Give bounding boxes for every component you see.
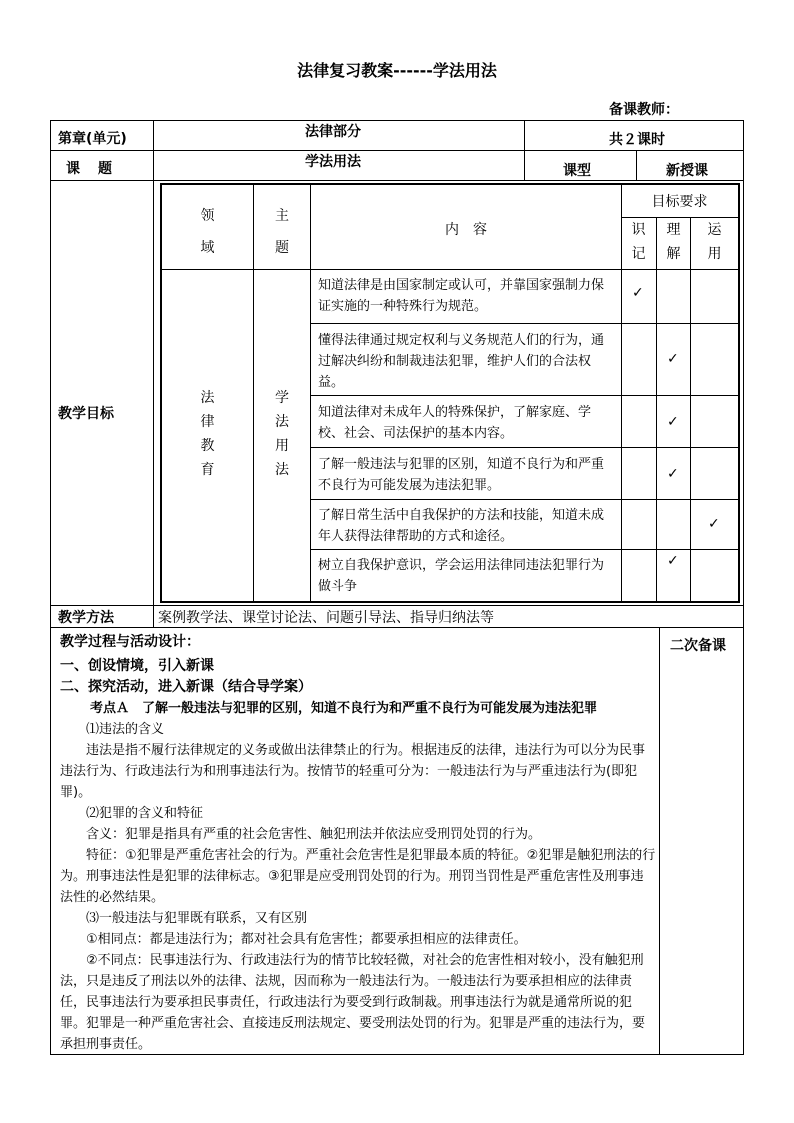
- process-content: [60, 632, 656, 1055]
- method-value: 案例教学法、课堂讨论法、问题引导法、指导归纳法等: [158, 610, 494, 626]
- goal-apply-header: 运 用: [707, 222, 722, 262]
- check-mark-row-1: ✓: [632, 285, 644, 301]
- col-theme-header: 主 题: [275, 208, 289, 256]
- teacher-label: 备课教师：: [609, 102, 679, 118]
- step-1: 一、创设情境，引入新课: [60, 658, 214, 674]
- point-a: 考点Ａ 了解一般违法与犯罪的区别，知道不良行为和严重不良行为可能发展为违法犯罪: [90, 701, 598, 716]
- objective-row-6: 树立自我保护意识，学会运用法律同违法犯罪行为做斗争: [318, 558, 605, 594]
- objective-row-2: 懂得法律通过规定权利与义务规范人们的行为，通过解决纠纷和制裁违法犯罪，维护人们的合法权益。: [318, 333, 605, 390]
- check-mark-row-3: ✓: [667, 414, 679, 430]
- col-content-header: 内 容: [445, 222, 487, 238]
- total-hours: 共２课时: [609, 132, 665, 148]
- section-3-same: ①相同点：都是违法行为；都对社会具有危害性；都要承担相应的法律责任。: [86, 932, 527, 947]
- topic-label: 课 题: [66, 161, 114, 177]
- objective-row-5: 了解日常生活中自我保护的方法和技能，知道未成年人获得法律帮助的方式和途径。: [318, 508, 605, 544]
- check-mark-row-6: ✓: [667, 553, 679, 569]
- document-title: 法律复习教案------学法用法: [297, 61, 497, 80]
- chapter-value: 法律部分: [305, 124, 361, 140]
- second-prep-label: 二次备课: [670, 638, 726, 654]
- section-2-meaning: 含义：犯罪是指具有严重的社会危害性、触犯刑法并依法应受刑罚处罚的行为。: [86, 827, 542, 842]
- type-label: 课型: [563, 163, 591, 179]
- goal-understand-header: 理 解: [666, 222, 681, 262]
- check-mark-row-5: ✓: [708, 516, 720, 532]
- objectives-label: 教学目标: [58, 406, 114, 422]
- section-1-title: ⑴违法的含义: [86, 722, 165, 737]
- domain-value: 法 律 教 育: [200, 390, 215, 478]
- objective-row-1: 知道法律是由国家制定或认可，并靠国家强制力保证实施的一种特殊行为规范。: [318, 278, 605, 314]
- theme-value: 学 法 用 法: [275, 390, 289, 478]
- section-2-title: ⑵犯罪的含义和特征: [86, 806, 204, 821]
- goal-memorize-header: 识 记: [631, 222, 646, 262]
- process-label: 教学过程与活动设计：: [60, 634, 200, 650]
- type-value: 新授课: [666, 163, 708, 179]
- topic-value: 学法用法: [305, 154, 361, 170]
- check-mark-row-4: ✓: [667, 466, 679, 482]
- section-1-text: 违法是指不履行法律规定的义务或做出法律禁止的行为。根据违反的法律，违法行为可以分为民事违法行为、行政违法行为和刑事违法行为。按情节的轻重可分为：一般违法行为与严重违法行为(即犯罪)。: [60, 743, 646, 800]
- section-3-diff: ②不同点：民事违法行为、行政违法行为的情节比较轻微，对社会的危害性相对较小，没有触犯刑法，只是违反了刑法以外的法律、法规，因而称为一般违法行为。一般违法行为要承担相应的法律责任，民事违法行为要承担民事责任，行政违法行为要受到行政制裁。刑事违法行为就是通常所说的犯罪。犯罪是一种严重危害社会、直接违反刑法规定、要受刑法处罚的行为。犯罪是严重的违法行为，要承担刑事责任。: [60, 953, 646, 1052]
- step-2: 二、探究活动，进入新课（结合导学案）: [60, 679, 312, 695]
- check-mark-row-2: ✓: [667, 351, 679, 367]
- method-label: 教学方法: [58, 610, 114, 626]
- col-goal-header: 目标要求: [651, 194, 708, 210]
- objective-row-3: 知道法律对未成年人的特殊保护，了解家庭、学校、社会、司法保护的基本内容。: [318, 405, 592, 441]
- chapter-label: 第章(单元): [58, 131, 127, 147]
- objective-row-4: 了解一般违法与犯罪的区别，知道不良行为和严重不良行为可能发展为违法犯罪。: [318, 457, 605, 493]
- section-2-features: 特征：①犯罪是严重危害社会的行为。严重社会危害性是犯罪最本质的特征。②犯罪是触犯刑法的行为。刑事违法性是犯罪的法律标志。③犯罪是应受刑罚处罚的行为。刑罚当罚性是严重危害性及刑事违法性的必然结果。: [60, 848, 656, 905]
- col-domain-header: 领 域: [200, 208, 215, 256]
- section-3-title: ⑶一般违法与犯罪既有联系，又有区别: [86, 911, 308, 926]
